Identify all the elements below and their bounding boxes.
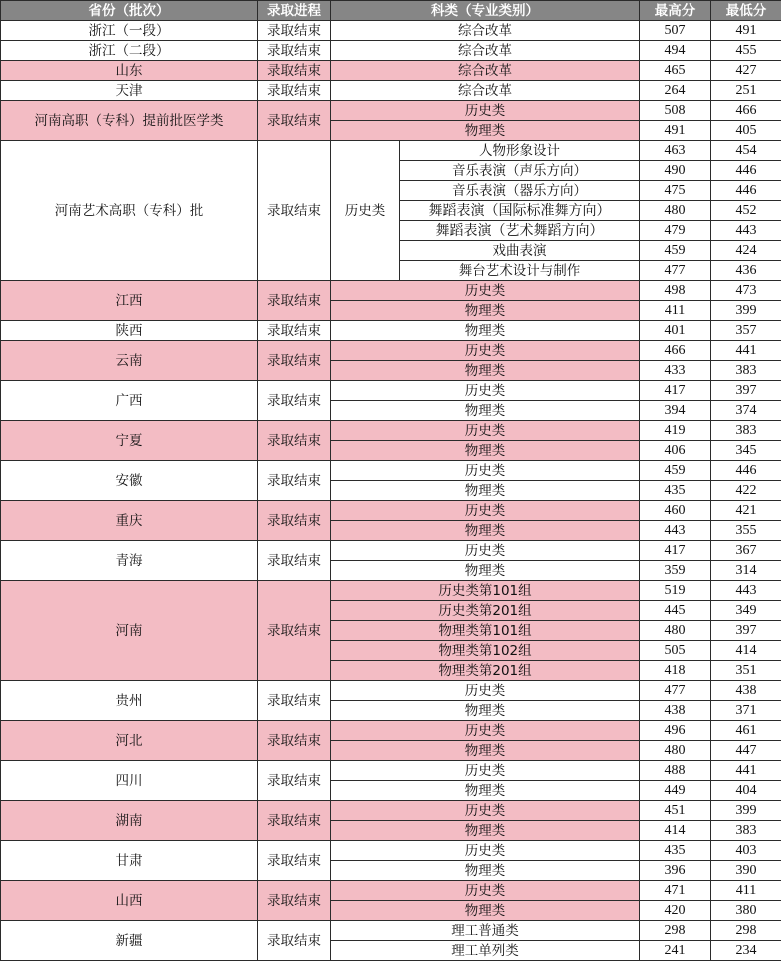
province-cell: 重庆 [1, 501, 258, 541]
header-max-score: 最高分 [640, 1, 711, 21]
min-score-cell: 436 [711, 261, 781, 281]
province-cell: 河北 [1, 721, 258, 761]
category-cell: 物理类 [331, 901, 640, 921]
province-cell: 安徽 [1, 461, 258, 501]
category-cell: 历史类 [331, 381, 640, 401]
min-score-cell: 403 [711, 841, 781, 861]
category-cell: 理工单列类 [331, 941, 640, 961]
progress-cell: 录取结束 [258, 141, 331, 281]
progress-cell: 录取结束 [258, 461, 331, 501]
progress-cell: 录取结束 [258, 721, 331, 761]
subject-cell: 历史类 [331, 141, 400, 281]
category-cell: 音乐表演（声乐方向） [400, 161, 640, 181]
min-score-cell: 355 [711, 521, 781, 541]
category-cell: 物理类 [331, 301, 640, 321]
category-cell: 舞蹈表演（艺术舞蹈方向） [400, 221, 640, 241]
category-cell: 戏曲表演 [400, 241, 640, 261]
min-score-cell: 447 [711, 741, 781, 761]
max-score-cell: 490 [640, 161, 711, 181]
province-cell: 山西 [1, 881, 258, 921]
progress-cell: 录取结束 [258, 881, 331, 921]
province-cell: 贵州 [1, 681, 258, 721]
min-score-cell: 314 [711, 561, 781, 581]
table-row [1, 541, 781, 561]
province-cell: 青海 [1, 541, 258, 581]
min-score-cell: 424 [711, 241, 781, 261]
progress-cell: 录取结束 [258, 421, 331, 461]
header-row [1, 1, 781, 21]
min-score-cell: 367 [711, 541, 781, 561]
table-row [1, 801, 781, 821]
category-cell: 历史类 [331, 501, 640, 521]
max-score-cell: 459 [640, 461, 711, 481]
max-score-cell: 420 [640, 901, 711, 921]
progress-cell: 录取结束 [258, 681, 331, 721]
max-score-cell: 460 [640, 501, 711, 521]
category-cell: 历史类第101组 [331, 581, 640, 601]
category-cell: 历史类 [331, 461, 640, 481]
table-row [1, 61, 781, 81]
min-score-cell: 397 [711, 381, 781, 401]
province-cell: 河南 [1, 581, 258, 681]
table-row [1, 321, 781, 341]
category-cell: 历史类 [331, 341, 640, 361]
min-score-cell: 427 [711, 61, 781, 81]
max-score-cell: 459 [640, 241, 711, 261]
min-score-cell: 345 [711, 441, 781, 461]
max-score-cell: 475 [640, 181, 711, 201]
province-cell: 湖南 [1, 801, 258, 841]
category-cell: 历史类 [331, 281, 640, 301]
min-score-cell: 411 [711, 881, 781, 901]
min-score-cell: 390 [711, 861, 781, 881]
max-score-cell: 519 [640, 581, 711, 601]
category-cell: 物理类 [331, 521, 640, 541]
category-cell: 音乐表演（器乐方向） [400, 181, 640, 201]
table-row [1, 881, 781, 901]
max-score-cell: 435 [640, 841, 711, 861]
province-cell: 浙江（一段） [1, 21, 258, 41]
max-score-cell: 480 [640, 741, 711, 761]
min-score-cell: 446 [711, 161, 781, 181]
province-cell: 四川 [1, 761, 258, 801]
category-cell: 物理类第102组 [331, 641, 640, 661]
max-score-cell: 298 [640, 921, 711, 941]
max-score-cell: 396 [640, 861, 711, 881]
min-score-cell: 452 [711, 201, 781, 221]
max-score-cell: 479 [640, 221, 711, 241]
category-cell: 历史类 [331, 801, 640, 821]
min-score-cell: 446 [711, 461, 781, 481]
progress-cell: 录取结束 [258, 761, 331, 801]
table-row [1, 461, 781, 481]
progress-cell: 录取结束 [258, 381, 331, 421]
min-score-cell: 251 [711, 81, 781, 101]
min-score-cell: 399 [711, 801, 781, 821]
table-body [1, 21, 781, 961]
table-row [1, 21, 781, 41]
max-score-cell: 488 [640, 761, 711, 781]
min-score-cell: 441 [711, 341, 781, 361]
category-cell: 历史类 [331, 761, 640, 781]
min-score-cell: 351 [711, 661, 781, 681]
max-score-cell: 451 [640, 801, 711, 821]
progress-cell: 录取结束 [258, 841, 331, 881]
category-cell: 物理类 [331, 701, 640, 721]
progress-cell: 录取结束 [258, 281, 331, 321]
category-cell: 理工普通类 [331, 921, 640, 941]
table-row [1, 141, 781, 161]
max-score-cell: 463 [640, 141, 711, 161]
min-score-cell: 405 [711, 121, 781, 141]
min-score-cell: 466 [711, 101, 781, 121]
table-row [1, 501, 781, 521]
min-score-cell: 383 [711, 821, 781, 841]
province-cell: 江西 [1, 281, 258, 321]
progress-cell: 录取结束 [258, 801, 331, 841]
province-cell: 河南高职（专科）提前批医学类 [1, 101, 258, 141]
min-score-cell: 383 [711, 361, 781, 381]
min-score-cell: 441 [711, 761, 781, 781]
province-cell: 新疆 [1, 921, 258, 961]
max-score-cell: 508 [640, 101, 711, 121]
table-row [1, 921, 781, 941]
table-row [1, 421, 781, 441]
header-progress: 录取进程 [258, 1, 331, 21]
table-row [1, 41, 781, 61]
category-cell: 物理类 [331, 121, 640, 141]
province-cell: 云南 [1, 341, 258, 381]
max-score-cell: 241 [640, 941, 711, 961]
header-province: 省份（批次） [1, 1, 258, 21]
min-score-cell: 446 [711, 181, 781, 201]
category-cell: 历史类 [331, 421, 640, 441]
min-score-cell: 421 [711, 501, 781, 521]
min-score-cell: 443 [711, 221, 781, 241]
category-cell: 历史类第201组 [331, 601, 640, 621]
max-score-cell: 496 [640, 721, 711, 741]
progress-cell: 录取结束 [258, 341, 331, 381]
table-row [1, 681, 781, 701]
category-cell: 物理类 [331, 861, 640, 881]
category-cell: 历史类 [331, 721, 640, 741]
category-cell: 综合改革 [331, 21, 640, 41]
progress-cell: 录取结束 [258, 321, 331, 341]
max-score-cell: 417 [640, 381, 711, 401]
max-score-cell: 498 [640, 281, 711, 301]
progress-cell: 录取结束 [258, 921, 331, 961]
province-cell: 山东 [1, 61, 258, 81]
max-score-cell: 445 [640, 601, 711, 621]
table-row [1, 81, 781, 101]
category-cell: 物理类 [331, 781, 640, 801]
min-score-cell: 349 [711, 601, 781, 621]
category-cell: 物理类第101组 [331, 621, 640, 641]
min-score-cell: 443 [711, 581, 781, 601]
table-row [1, 581, 781, 601]
category-cell: 物理类 [331, 441, 640, 461]
category-cell: 历史类 [331, 841, 640, 861]
max-score-cell: 477 [640, 681, 711, 701]
max-score-cell: 480 [640, 201, 711, 221]
min-score-cell: 374 [711, 401, 781, 421]
province-cell: 河南艺术高职（专科）批 [1, 141, 258, 281]
category-cell: 物理类 [331, 741, 640, 761]
category-cell: 物理类 [331, 821, 640, 841]
province-cell: 甘肃 [1, 841, 258, 881]
min-score-cell: 455 [711, 41, 781, 61]
min-score-cell: 454 [711, 141, 781, 161]
max-score-cell: 394 [640, 401, 711, 421]
min-score-cell: 473 [711, 281, 781, 301]
table-row [1, 341, 781, 361]
max-score-cell: 359 [640, 561, 711, 581]
max-score-cell: 494 [640, 41, 711, 61]
min-score-cell: 357 [711, 321, 781, 341]
category-cell: 物理类 [331, 481, 640, 501]
max-score-cell: 418 [640, 661, 711, 681]
category-cell: 历史类 [331, 541, 640, 561]
header-category: 科类（专业类别） [331, 1, 640, 21]
max-score-cell: 505 [640, 641, 711, 661]
category-cell: 物理类 [331, 561, 640, 581]
max-score-cell: 491 [640, 121, 711, 141]
min-score-cell: 383 [711, 421, 781, 441]
table-row [1, 841, 781, 861]
min-score-cell: 414 [711, 641, 781, 661]
max-score-cell: 480 [640, 621, 711, 641]
category-cell: 综合改革 [331, 41, 640, 61]
progress-cell: 录取结束 [258, 61, 331, 81]
progress-cell: 录取结束 [258, 581, 331, 681]
max-score-cell: 465 [640, 61, 711, 81]
max-score-cell: 477 [640, 261, 711, 281]
category-cell: 物理类第201组 [331, 661, 640, 681]
min-score-cell: 404 [711, 781, 781, 801]
max-score-cell: 411 [640, 301, 711, 321]
max-score-cell: 419 [640, 421, 711, 441]
table-row [1, 721, 781, 741]
max-score-cell: 406 [640, 441, 711, 461]
progress-cell: 录取结束 [258, 41, 331, 61]
category-cell: 舞蹈表演（国际标准舞方向） [400, 201, 640, 221]
category-cell: 舞台艺术设计与制作 [400, 261, 640, 281]
min-score-cell: 371 [711, 701, 781, 721]
progress-cell: 录取结束 [258, 21, 331, 41]
category-cell: 历史类 [331, 681, 640, 701]
max-score-cell: 443 [640, 521, 711, 541]
max-score-cell: 438 [640, 701, 711, 721]
category-cell: 物理类 [331, 401, 640, 421]
progress-cell: 录取结束 [258, 541, 331, 581]
table-row [1, 281, 781, 301]
category-cell: 人物形象设计 [400, 141, 640, 161]
category-cell: 综合改革 [331, 81, 640, 101]
category-cell: 物理类 [331, 361, 640, 381]
table-row [1, 761, 781, 781]
table-row [1, 101, 781, 121]
max-score-cell: 433 [640, 361, 711, 381]
category-cell: 历史类 [331, 101, 640, 121]
min-score-cell: 491 [711, 21, 781, 41]
province-cell: 浙江（二段） [1, 41, 258, 61]
max-score-cell: 264 [640, 81, 711, 101]
min-score-cell: 380 [711, 901, 781, 921]
table-row [1, 381, 781, 401]
progress-cell: 录取结束 [258, 101, 331, 141]
progress-cell: 录取结束 [258, 501, 331, 541]
min-score-cell: 234 [711, 941, 781, 961]
min-score-cell: 422 [711, 481, 781, 501]
category-cell: 物理类 [331, 321, 640, 341]
min-score-cell: 461 [711, 721, 781, 741]
province-cell: 陕西 [1, 321, 258, 341]
province-cell: 宁夏 [1, 421, 258, 461]
max-score-cell: 449 [640, 781, 711, 801]
min-score-cell: 438 [711, 681, 781, 701]
province-cell: 天津 [1, 81, 258, 101]
min-score-cell: 298 [711, 921, 781, 941]
header-min-score: 最低分 [711, 1, 781, 21]
max-score-cell: 435 [640, 481, 711, 501]
max-score-cell: 507 [640, 21, 711, 41]
category-cell: 综合改革 [331, 61, 640, 81]
max-score-cell: 471 [640, 881, 711, 901]
max-score-cell: 414 [640, 821, 711, 841]
max-score-cell: 466 [640, 341, 711, 361]
min-score-cell: 397 [711, 621, 781, 641]
min-score-cell: 399 [711, 301, 781, 321]
max-score-cell: 417 [640, 541, 711, 561]
max-score-cell: 401 [640, 321, 711, 341]
progress-cell: 录取结束 [258, 81, 331, 101]
category-cell: 历史类 [331, 881, 640, 901]
province-cell: 广西 [1, 381, 258, 421]
